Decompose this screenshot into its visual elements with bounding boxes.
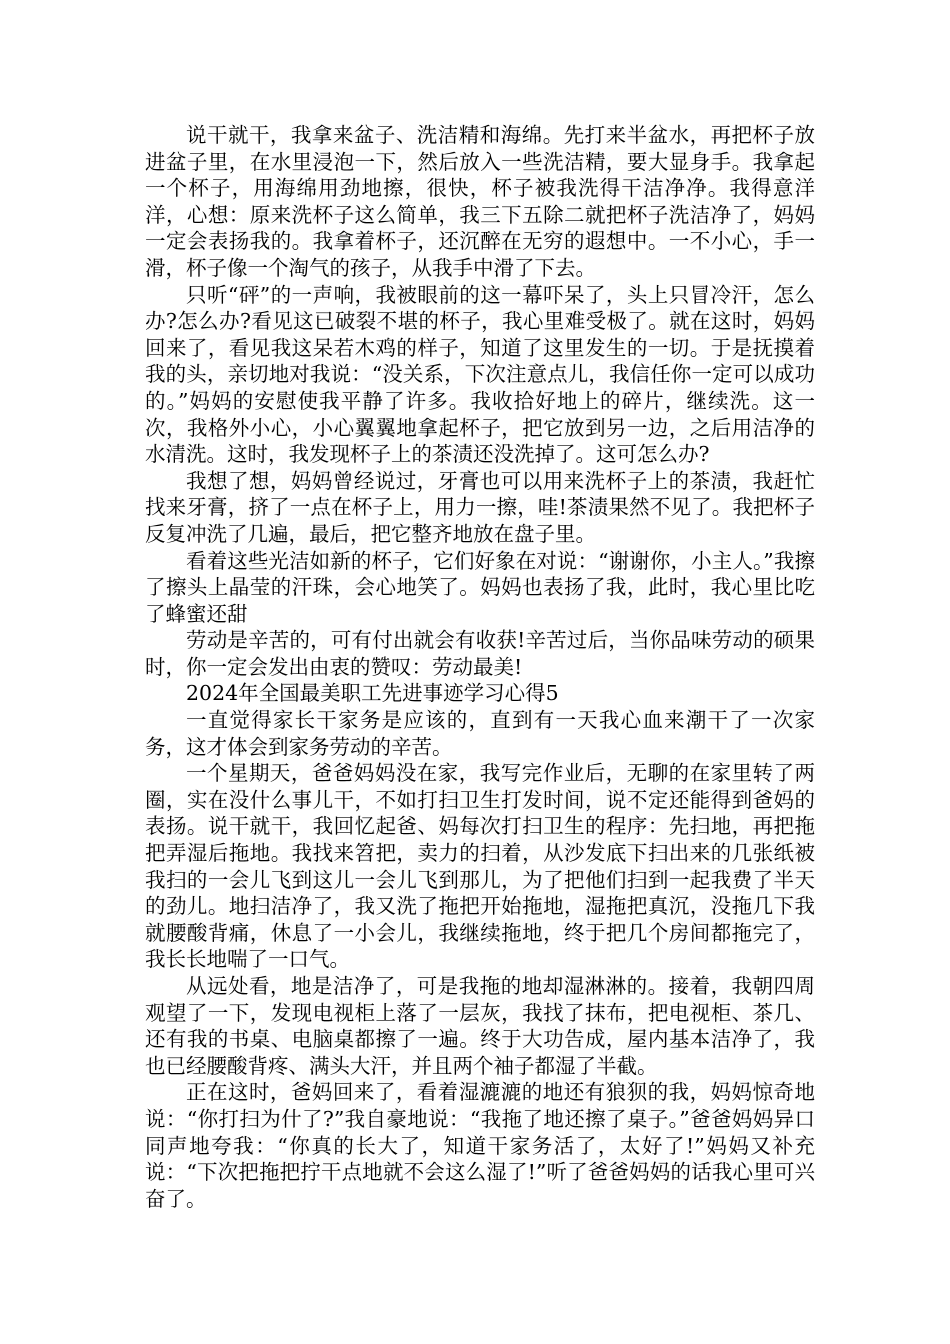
paragraph-labor-beautiful: 劳动是辛苦的，可有付出就会有收获!辛苦过后，当你品味劳动的硕果时，你一定会发出由衷的赞叹：劳动最美! (145, 628, 815, 679)
paragraph-sweeping-mopping: 一个星期天，爸爸妈妈没在家，我写完作业后，无聊的在家里转了两圈，实在没什么事儿干，不如打扫卫生打发时间，说不定还能得到爸妈的表扬。说干就干，我回忆起爸、妈每次打扫卫生的程序：先扫地，再把拖把弄湿后拖地。我找来笤把，卖力的扫着，从沙发底下扫出来的几张纸被我扫的一会儿飞到这儿一会儿飞到那儿，为了把他们扫到一起我费了半天的劲儿。地扫洁净了，我又洗了拖把开始拖地，湿拖把真沉，没拖几下我就腰酸背痛，休息了一小会儿，我继续拖地，终于把几个房间都拖完了，我长长地喘了一口气。 (145, 761, 815, 972)
paragraph-shiny-cups: 看着这些光洁如新的杯子，它们好象在对说：“谢谢你，小主人。”我擦了擦头上晶莹的汗珠，会心地笑了。妈妈也表扬了我，此时，我心里比吃了蜂蜜还甜 (145, 548, 815, 626)
paragraph-cup-broken: 只听“砰”的一声响，我被眼前的这一幕吓呆了，头上只冒冷汗，怎么办?怎么办?看见这已破裂不堪的杯子，我心里难受极了。就在这时，妈妈回来了，看见我这呆若木鸡的样子，知道了这里发生的一切。于是抚摸着我的头，亲切地对我说：“没关系，下次注意点儿，我信任你一定可以成功的。”妈妈的安慰使我平静了许多。我收拾好地上的碎片，继续洗。这一次，我格外小心，小心翼翼地拿起杯子，把它放到另一边，之后用洁净的水清洗。这时，我发现杯子上的茶渍还没洗掉了。这可怎么办? (145, 282, 815, 467)
paragraph-toothpaste: 我想了想，妈妈曾经说过，牙膏也可以用来洗杯子上的茶渍，我赶忙找来牙膏，挤了一点在杯子上，用力一擦，哇!茶渍果然不见了。我把杯子反复冲洗了几遍，最后，把它整齐地放在盘子里。 (145, 468, 815, 546)
section-heading: 2024年全国最美职工先进事迹学习心得5 (186, 681, 559, 706)
document-body (145, 122, 815, 1212)
paragraph-housework-intro: 一直觉得家长干家务是应该的，直到有一天我心血来潮干了一次家务，这才体会到家务劳动的辛苦。 (145, 708, 815, 759)
paragraph-washing-cups: 说干就干，我拿来盆子、洗洁精和海绵。先打来半盆水，再把杯子放进盆子里，在水里浸泡一下，然后放入一些洗洁精，要大显身手。我拿起一个杯子，用海绵用劲地擦，很快，杯子被我洗得干洁净净。我得意洋洋，心想：原来洗杯子这么简单，我三下五除二就把杯子洗洁净了，妈妈一定会表扬我的。我拿着杯子，还沉醉在无穷的遐想中。一不小心，手一滑，杯子像一个淘气的孩子，从我手中滑了下去。 (145, 123, 815, 280)
paragraph-parents-return: 正在这时，爸妈回来了，看着湿漉漉的地还有狼狈的我，妈妈惊奇地说：“你打扫为什了?”我自豪地说：“我拖了地还擦了桌子。”爸爸妈妈异口同声地夸我：“你真的长大了，知道干家务活了，太好了!”妈妈又补充说：“下次把拖把拧干点地就不会这么湿了!”听了爸爸妈妈的话我心里可兴奋了。 (145, 1080, 815, 1211)
paragraph-dusting: 从远处看，地是洁净了，可是我拖的地却湿淋淋的。接着，我朝四周观望了一下，发现电视柜上落了一层灰，我找了抹布，把电视柜、茶几、还有我的书桌、电脑桌都擦了一遍。终于大功告成，屋内基本洁净了，我也已经腰酸背疼、满头大汗，并且两个袖子都湿了半截。 (145, 974, 815, 1078)
